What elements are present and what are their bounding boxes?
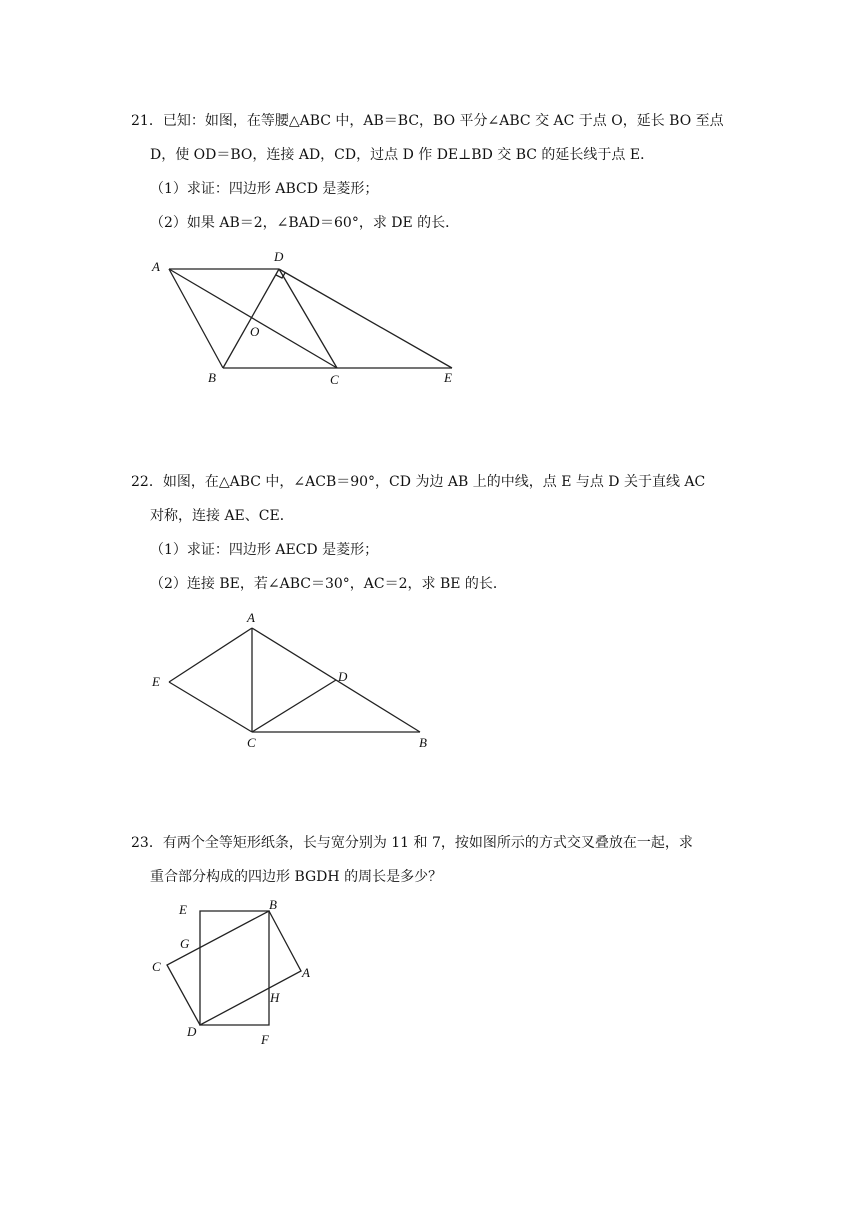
segment-AB: [169, 269, 223, 368]
segment-AE: [169, 628, 252, 682]
q21-figure: [140, 245, 480, 395]
label-A: A: [152, 259, 160, 274]
rectangle-EBFD: [200, 911, 269, 1025]
label-H: H: [270, 990, 280, 1005]
label-D: D: [187, 1024, 197, 1039]
q23-figure: [140, 895, 340, 1055]
label-B: B: [419, 735, 427, 750]
q21-part-1: （1）求证：四边形 ABCD 是菱形；: [150, 181, 379, 197]
label-C: C: [330, 372, 339, 387]
q23-line-1: 23．有两个全等矩形纸条，长与宽分别为 11 和 7，按如图所示的方式交叉叠放在一起，求: [131, 835, 693, 851]
segment-DE: [279, 269, 452, 368]
label-D: D: [338, 669, 348, 684]
label-B: B: [208, 370, 216, 385]
segment-CD: [252, 680, 336, 732]
q21-line-1: 21．已知：如图，在等腰△ABC 中，AB＝BC，BO 平分∠ABC 交 AC 于点 O，延长 BO 至点: [131, 113, 724, 129]
segment-AC: [169, 269, 337, 368]
q21-part-2: （2）如果 AB＝2，∠BAD＝60°，求 DE 的长．: [150, 215, 460, 231]
q22-line-1: 22．如图，在△ABC 中，∠ACB＝90°，CD 为边 AB 上的中线，点 E 与点 D 关于直线 AC: [131, 474, 706, 490]
label-C: C: [152, 959, 161, 974]
label-A: A: [302, 965, 310, 980]
q22-part-2: （2）连接 BE，若∠ABC＝30°，AC＝2，求 BE 的长．: [150, 576, 507, 592]
segment-BD: [223, 269, 279, 368]
label-O: O: [250, 324, 260, 339]
rectangle-BACD: [167, 911, 301, 1025]
label-B: B: [269, 897, 277, 912]
label-D: D: [274, 249, 284, 264]
segment-DC: [279, 269, 337, 368]
q22-figure: [140, 605, 440, 755]
label-G: G: [180, 936, 190, 951]
q21-line-2: D，使 OD＝BO，连接 AD，CD，过点 D 作 DE⊥BD 交 BC 的延长线于点 E．: [150, 147, 655, 163]
q22-part-1: （1）求证：四边形 AECD 是菱形；: [150, 542, 379, 558]
label-F: F: [261, 1032, 269, 1047]
label-A: A: [247, 610, 255, 625]
label-E: E: [152, 674, 160, 689]
label-E: E: [179, 902, 187, 917]
label-E: E: [444, 370, 452, 385]
q23-line-2: 重合部分构成的四边形 BGDH 的周长是多少？: [150, 869, 443, 885]
q22-line-2: 对称，连接 AE、CE．: [150, 508, 294, 524]
segment-EC: [169, 682, 252, 732]
label-C: C: [247, 735, 256, 750]
